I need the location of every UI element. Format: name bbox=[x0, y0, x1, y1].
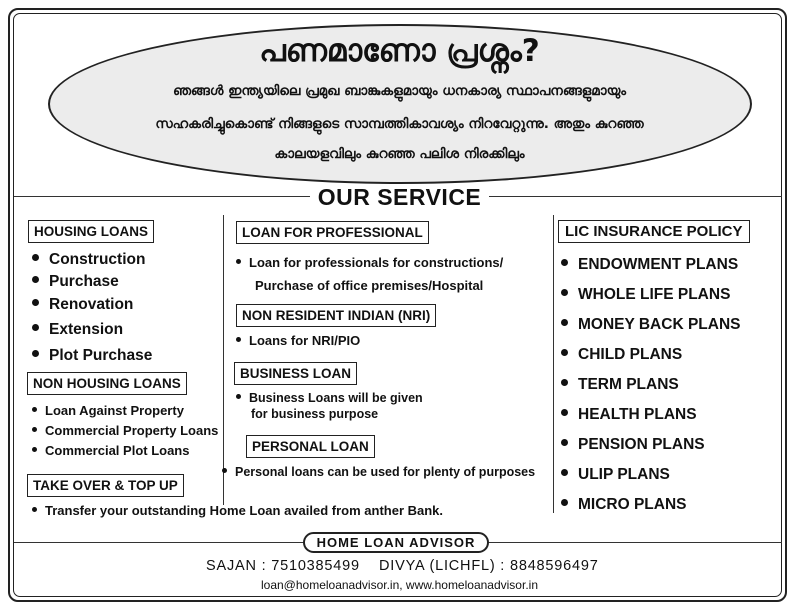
headline: പണമാണോ പ്രശ്നം? bbox=[259, 33, 540, 69]
housing-item-text: Construction bbox=[49, 251, 146, 268]
take-over-item-text: Transfer your outstanding Home Loan availed from anther Bank. bbox=[45, 503, 444, 518]
take-over-item bbox=[32, 503, 443, 518]
contact-web: loan@homeloanadvisor.in, www.homeloanadvisor.in bbox=[260, 578, 538, 592]
bullet-icon bbox=[561, 319, 568, 326]
non-housing-item bbox=[32, 423, 218, 438]
lic-item-text: TERM PLANS bbox=[578, 376, 679, 393]
non-housing-item-text: Commercial Property Loans bbox=[45, 423, 219, 438]
lic-item-text: ULIP PLANS bbox=[578, 466, 670, 483]
lic-item-text: ENDOWMENT PLANS bbox=[578, 256, 739, 273]
take-over-label: TAKE OVER & TOP UP bbox=[27, 474, 184, 497]
home-loan-advisor-badge: HOME LOAN ADVISOR bbox=[303, 532, 489, 553]
bullet-icon bbox=[32, 299, 39, 306]
bullet-icon bbox=[32, 507, 37, 512]
housing-item bbox=[32, 251, 145, 269]
housing-item-text: Plot Purchase bbox=[49, 347, 153, 364]
personal-item bbox=[222, 465, 535, 479]
bullet-icon bbox=[561, 289, 568, 296]
housing-item bbox=[32, 296, 133, 314]
bullet-icon bbox=[32, 254, 39, 261]
bullet-icon bbox=[236, 259, 241, 264]
lic-item-text: MICRO PLANS bbox=[578, 496, 687, 513]
nri-label: NON RESIDENT INDIAN (NRI) bbox=[236, 304, 436, 327]
professional-loan-label: LOAN FOR PROFESSIONAL bbox=[236, 221, 429, 244]
lic-item-text: CHILD PLANS bbox=[578, 346, 683, 363]
personal-loan-label: PERSONAL LOAN bbox=[246, 435, 375, 458]
contact-divya: DIVYA (LICHFL) : 8848596497 bbox=[379, 558, 599, 574]
bullet-icon bbox=[561, 409, 568, 416]
lic-item bbox=[561, 346, 682, 364]
bullet-icon bbox=[32, 324, 39, 331]
bullet-icon bbox=[561, 439, 568, 446]
housing-item-text: Renovation bbox=[49, 296, 134, 313]
non-housing-item bbox=[32, 403, 184, 418]
bullet-icon bbox=[561, 499, 568, 506]
housing-loans-label: HOUSING LOANS bbox=[28, 220, 154, 243]
non-housing-item bbox=[32, 443, 189, 458]
non-housing-item-text: Commercial Plot Loans bbox=[45, 443, 190, 458]
lic-item bbox=[561, 436, 705, 454]
lic-item bbox=[561, 256, 738, 274]
column-divider-right bbox=[553, 215, 554, 513]
bullet-icon bbox=[32, 447, 37, 452]
nri-item-text: Loans for NRI/PIO bbox=[249, 333, 361, 348]
service-title-text: OUR SERVICE bbox=[310, 184, 490, 210]
business-item-line1: Business Loans will be given bbox=[249, 391, 423, 405]
business-item bbox=[236, 391, 423, 405]
business-loan-label: BUSINESS LOAN bbox=[234, 362, 357, 385]
lic-item bbox=[561, 316, 740, 334]
non-housing-loans-label: NON HOUSING LOANS bbox=[27, 372, 187, 395]
lic-item-text: HEALTH PLANS bbox=[578, 406, 697, 423]
personal-item-text: Personal loans can be used for plenty of purposes bbox=[235, 465, 536, 479]
bullet-icon bbox=[561, 349, 568, 356]
intro-line-1: ഞങ്ങൾ ഇന്ത്യയിലെ പ്രമുഖ ബാങ്കുകളുമായും ധനകാര്യ സ്ഥാപനങ്ങളുമായും bbox=[172, 83, 627, 99]
housing-item bbox=[32, 347, 152, 365]
housing-item bbox=[32, 321, 123, 339]
professional-item-line1: Loan for professionals for constructions/ bbox=[249, 255, 504, 270]
housing-item bbox=[32, 273, 119, 291]
housing-item-text: Extension bbox=[49, 321, 124, 338]
lic-item bbox=[561, 286, 730, 304]
lic-policy-label: LIC INSURANCE POLICY bbox=[558, 220, 750, 243]
business-item-line2: for business purpose bbox=[251, 407, 379, 421]
bullet-icon bbox=[561, 469, 568, 476]
bullet-icon bbox=[236, 337, 241, 342]
bullet-icon bbox=[32, 276, 39, 283]
lic-item-text: MONEY BACK PLANS bbox=[578, 316, 741, 333]
bullet-icon bbox=[32, 350, 39, 357]
bullet-icon bbox=[222, 468, 227, 473]
bullet-icon bbox=[236, 394, 241, 399]
bullet-icon bbox=[561, 259, 568, 266]
lic-item bbox=[561, 496, 687, 514]
lic-item-text: PENSION PLANS bbox=[578, 436, 705, 453]
bullet-icon bbox=[32, 427, 37, 432]
bullet-icon bbox=[32, 407, 37, 412]
contact-sajan: SAJAN : 7510385499 bbox=[206, 558, 360, 574]
professional-item-line2: Purchase of office premises/Hospital bbox=[255, 278, 484, 293]
nri-item bbox=[236, 333, 360, 348]
intro-line-2: സഹകരിച്ചുകൊണ്ട് നിങ്ങളുടെ സാമ്പത്തികാവശ്യം നിറവേറ്റുന്നു. അതും കുറഞ്ഞ bbox=[155, 116, 644, 132]
service-title bbox=[0, 184, 799, 211]
bullet-icon bbox=[561, 379, 568, 386]
professional-item bbox=[236, 255, 503, 270]
lic-item bbox=[561, 406, 697, 424]
column-divider-left bbox=[223, 215, 224, 505]
lic-item bbox=[561, 466, 670, 484]
housing-item-text: Purchase bbox=[49, 273, 119, 290]
lic-item-text: WHOLE LIFE PLANS bbox=[578, 286, 731, 303]
lic-item bbox=[561, 376, 679, 394]
intro-line-3: കാലയളവിലും കുറഞ്ഞ പലിശ നിരക്കിലും bbox=[274, 146, 525, 162]
non-housing-item-text: Loan Against Property bbox=[45, 403, 184, 418]
